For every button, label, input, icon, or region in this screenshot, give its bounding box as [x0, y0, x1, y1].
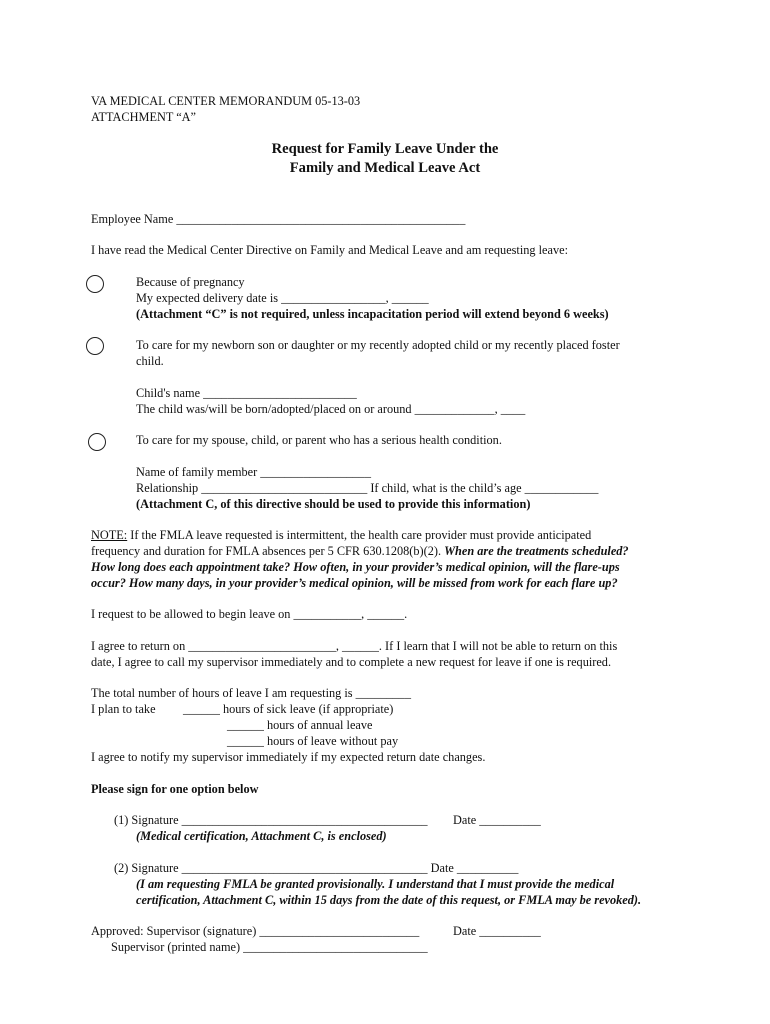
signature-1-note: (Medical certification, Attachment C, is enclosed) — [136, 829, 387, 843]
note-line1 — [91, 527, 591, 543]
newborn-label-line2: child. — [136, 354, 164, 368]
family-member-name-field[interactable]: Name of family member __________________ — [136, 465, 371, 479]
supervisor-date-field[interactable]: Date __________ — [453, 924, 541, 938]
supervisor-printed-name-field[interactable]: Supervisor (printed name) ______________________________ — [111, 940, 428, 954]
form-title-line1: Request for Family Leave Under the — [271, 141, 499, 157]
newborn-label-line1: To care for my newborn son or daughter or my recently adopted child or my recently placed foster — [136, 338, 620, 352]
family-member-label: To care for my spouse, child, or parent who has a serious health condition. — [136, 433, 502, 447]
notify-supervisor-text: I agree to notify my supervisor immediately if my expected return date changes. — [91, 750, 486, 764]
pregnancy-label: Because of pregnancy — [136, 275, 245, 289]
note-line4: occur? How many days, in your provider’s medical opinion, will be missed from work for each flare up? — [91, 576, 618, 590]
pregnancy-radio[interactable] — [86, 275, 104, 293]
signature-1-field[interactable]: (1) Signature ________________________________________ — [114, 813, 428, 827]
lwop-hours-field[interactable]: ______ hours of leave without pay — [227, 734, 399, 748]
annual-leave-hours-field[interactable]: ______ hours of annual leave — [227, 718, 373, 732]
sign-heading: Please sign for one option below — [91, 782, 259, 796]
note-line2 — [91, 543, 629, 559]
signature-2-note-line1: (I am requesting FMLA be granted provisionally. I understand that I must provide the medical — [136, 877, 615, 891]
family-member-radio[interactable] — [88, 433, 106, 451]
sick-leave-hours-field[interactable]: ______ hours of sick leave (if appropriate) — [183, 702, 394, 716]
intro-text: I have read the Medical Center Directive on Family and Medical Leave and am requesting leave: — [91, 243, 568, 257]
child-born-date-field[interactable]: The child was/will be born/adopted/placed on or around _____________, ____ — [136, 402, 526, 416]
signature-2-field[interactable]: (2) Signature ________________________________________ Date __________ — [114, 861, 519, 875]
return-date-field[interactable]: I agree to return on ________________________, ______. If I learn that I will not be able to return on this — [91, 639, 618, 653]
signature-1-date-field[interactable]: Date __________ — [453, 813, 541, 827]
note-line2-text: frequency and duration for FMLA absences per 5 CFR 630.1208(b)(2). — [91, 544, 445, 558]
total-hours-field[interactable]: The total number of hours of leave I am requesting is _________ — [91, 686, 411, 700]
plan-to-take-label: I plan to take — [91, 702, 156, 716]
attachment-label: ATTACHMENT “A” — [91, 110, 197, 124]
newborn-radio[interactable] — [86, 337, 104, 355]
signature-2-note-line2: certification, Attachment C, within 15 days from the date of this request, or FMLA may be revoked). — [136, 893, 642, 907]
pregnancy-attachment-note: (Attachment “C” is not required, unless incapacitation period will extend beyond 6 weeks) — [136, 307, 609, 321]
note-label: NOTE: — [91, 528, 128, 542]
child-name-field[interactable]: Child's name _________________________ — [136, 386, 357, 400]
employee-name-field[interactable]: Employee Name _______________________________________________ — [91, 212, 466, 226]
supervisor-signature-field[interactable]: Approved: Supervisor (signature) __________________________ — [91, 924, 420, 938]
return-line2: date, I agree to call my supervisor immediately and to complete a new request for leave if one is required. — [91, 655, 612, 669]
family-attachment-note: (Attachment C, of this directive should be used to provide this information) — [136, 497, 531, 511]
form-title-line2: Family and Medical Leave Act — [289, 160, 481, 176]
delivery-date-field[interactable]: My expected delivery date is _________________, ______ — [136, 291, 429, 305]
begin-leave-field[interactable]: I request to be allowed to begin leave on ___________, ______. — [91, 607, 408, 621]
note-line2-question: When are the treatments scheduled? — [444, 544, 629, 558]
note-line3: How long does each appointment take? How often, in your provider’s medical opinion, will the flare-ups — [91, 560, 620, 574]
memo-header: VA MEDICAL CENTER MEMORANDUM 05-13-03 — [91, 94, 361, 108]
relationship-field[interactable]: Relationship ___________________________ If child, what is the child’s age ____________ — [136, 481, 599, 495]
note-line1-text: If the FMLA leave requested is intermittent, the health care provider must provide anticipated — [127, 528, 592, 542]
